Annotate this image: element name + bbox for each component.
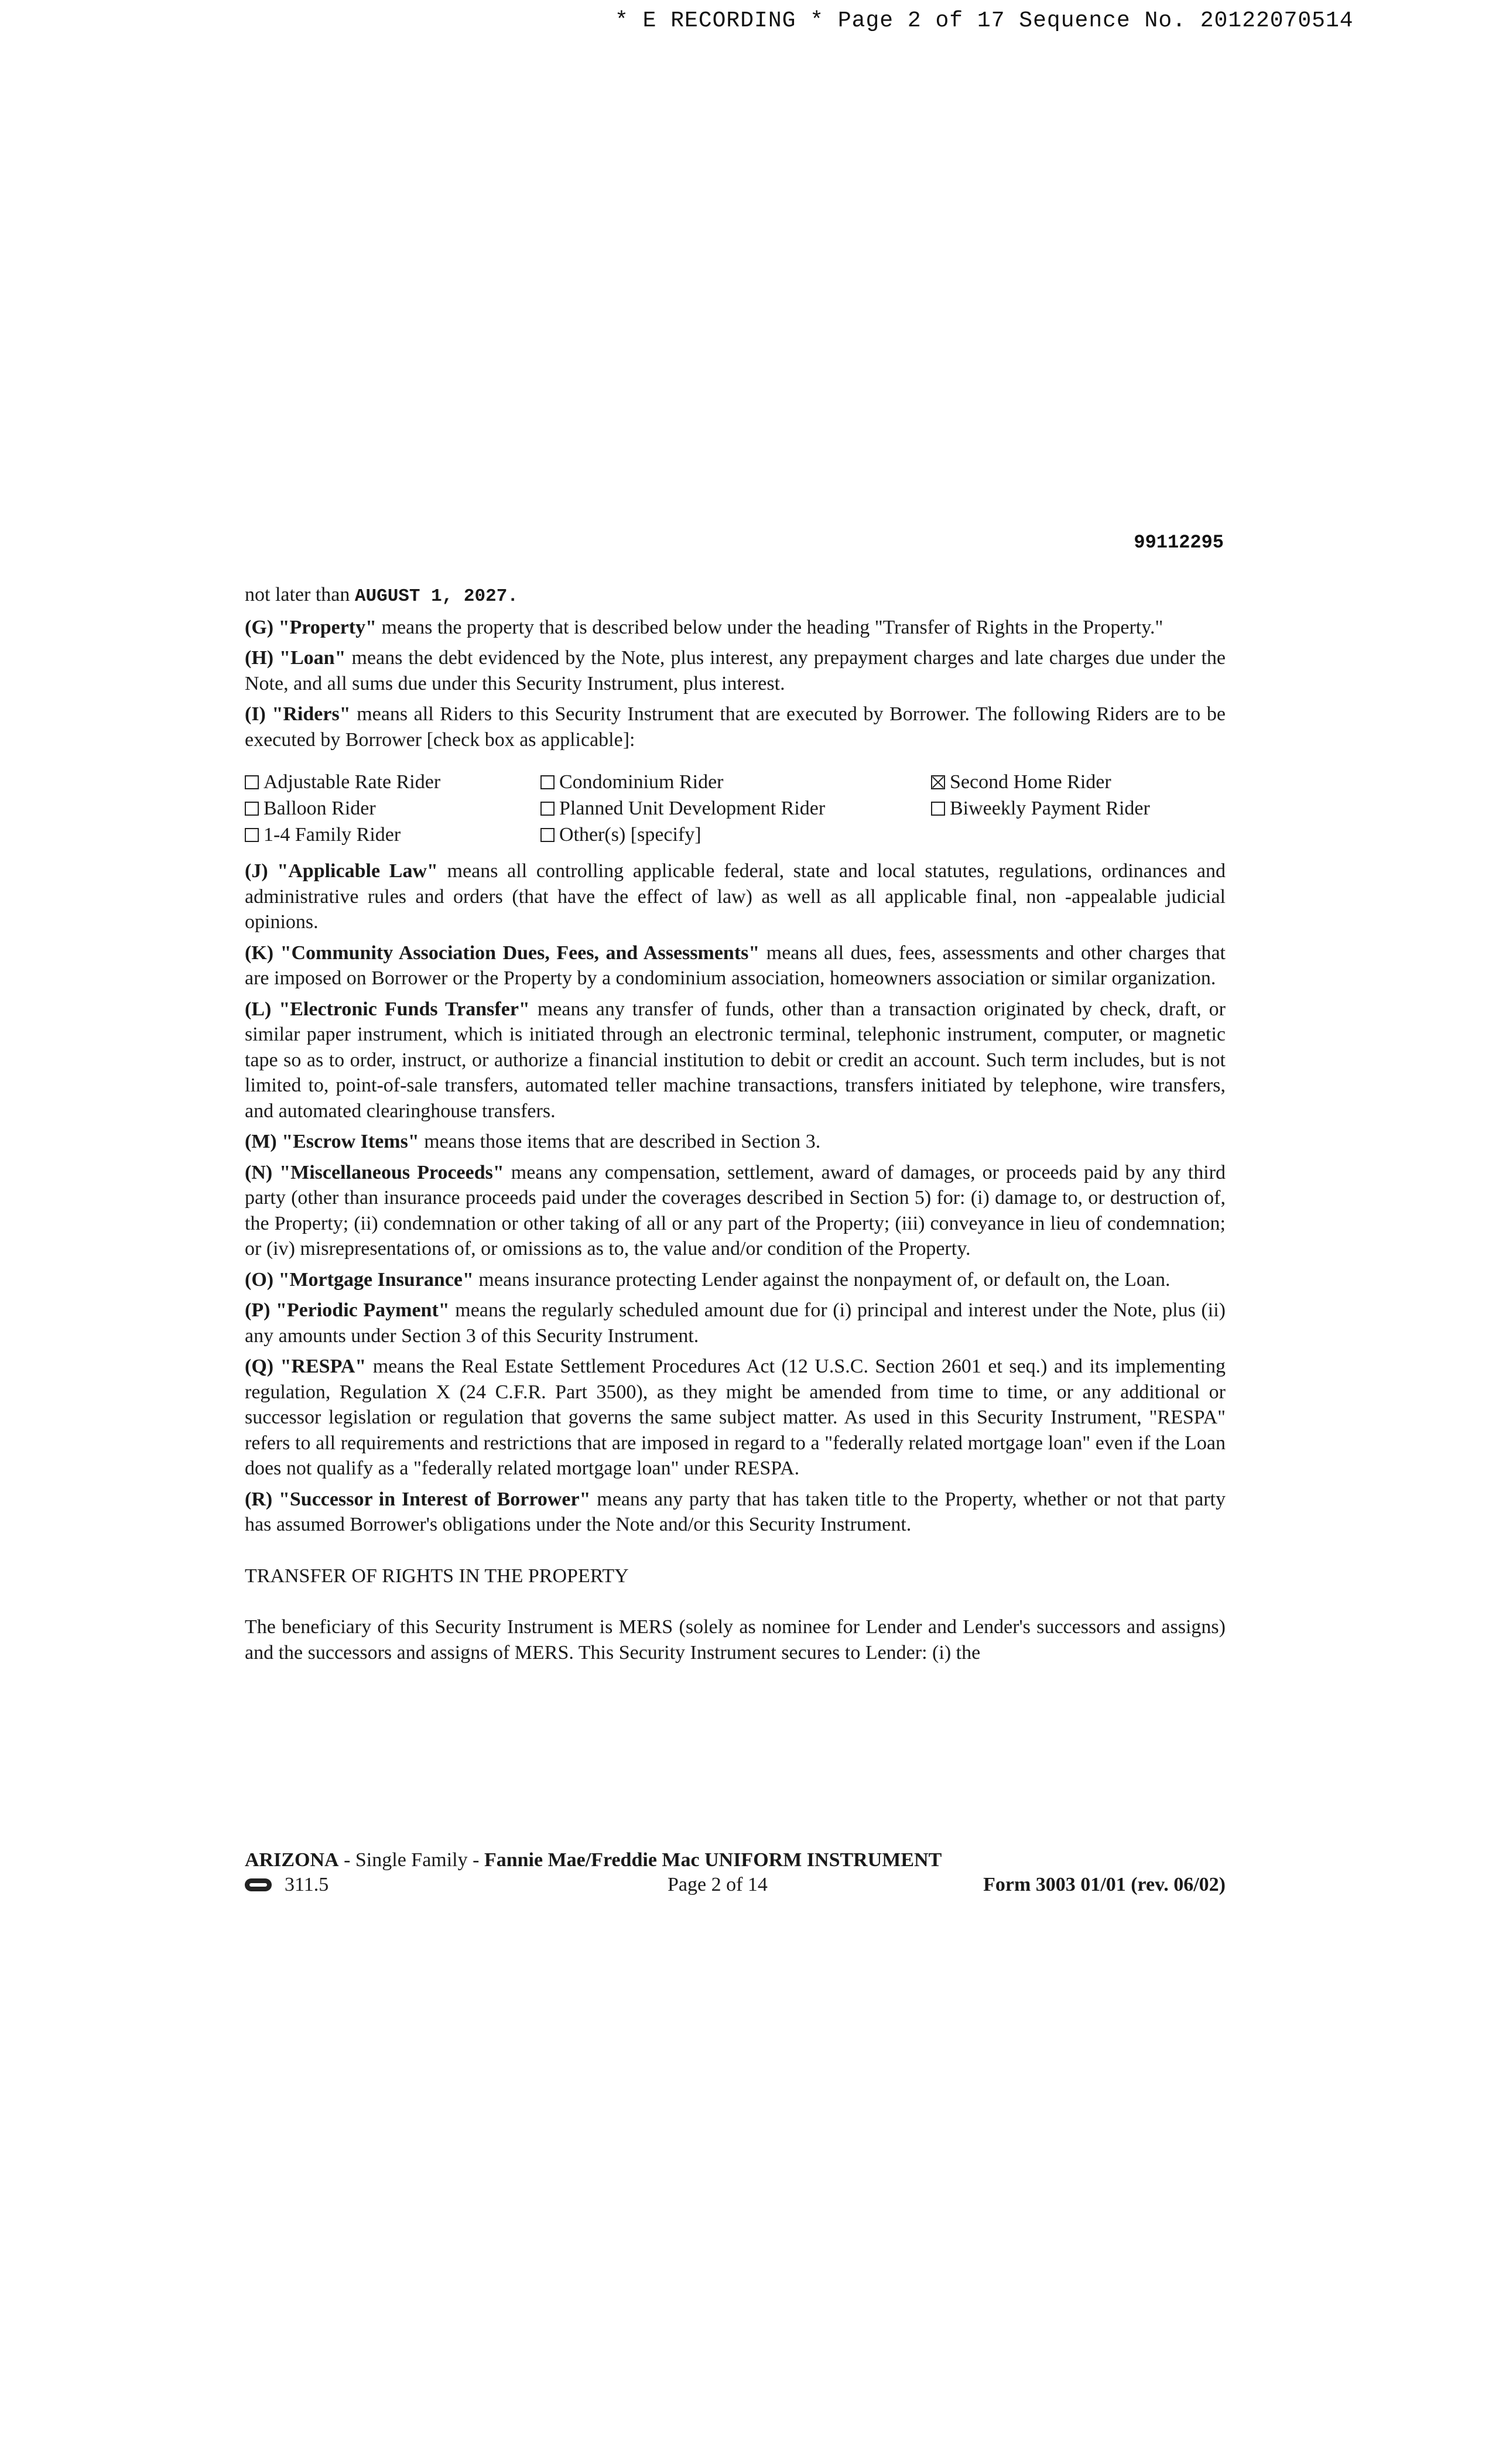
rider-balloon [245,795,540,822]
rider-second-home [931,769,1224,795]
definition-label: (G) "Property" [245,616,377,638]
rider-label: Adjustable Rate Rider [263,771,441,793]
rider-condominium [540,769,931,795]
checkbox-icon [540,802,555,816]
checkbox-icon [245,802,259,816]
definition-label: (I) "Riders" [245,703,351,725]
definition-label: (P) "Periodic Payment" [245,1299,450,1321]
checkbox-icon [540,828,555,842]
rider-label: Biweekly Payment Rider [950,798,1150,819]
definition-j [245,858,1226,935]
footer-line-1 [245,1848,1226,1873]
definition-h [245,645,1226,696]
rider-others [540,822,931,848]
definition-l [245,997,1226,1124]
footer-line-2 [245,1873,1226,1898]
intro-line [245,582,1226,610]
definition-text: means the regularly scheduled amount due for (i) principal and interest under the Note, plus (ii) any amounts under Section 3 of this Security Instrument. [245,1299,1226,1347]
definition-label: (N) "Miscellaneous Proceeds" [245,1161,504,1183]
definition-i [245,701,1226,752]
rider-label: Balloon Rider [263,798,376,819]
definition-label: (L) "Electronic Funds Transfer" [245,998,530,1020]
recording-header: * E RECORDING * Page 2 of 17 Sequence No. 20122070514 [615,8,1354,33]
definition-text: means any transfer of funds, other than a transaction originated by check, draft, or similar paper instrument, which is initiated through an electronic terminal, telephonic instrument, computer, or magnetic tape so as to order, instruct, or authorize a financial institution to debit or credit an account. Such term includes, but is not limited to, point-of-sale transfers, automated teller machine transactions, transfers initiated by telephone, wire transfers, and automated clearinghouse transfers. [245,998,1226,1122]
definition-k [245,940,1226,991]
definition-text: means any party that has taken title to the Property, whether or not that party has assumed Borrower's obligations under the Note and/or this Security Instrument. [245,1488,1226,1535]
definition-label: (M) "Escrow Items" [245,1131,419,1152]
definition-q [245,1354,1226,1481]
definition-text: means any compensation, settlement, award of damages, or proceeds paid by any third party (other than insurance proceeds paid under the coverages described in Section 5) for: (i) damage to, or destruction of, the Property; (ii) condemnation or other taking of all or any part of the Property; (iii) conveyance in lieu of condemnation; or (iv) misrepresentations of, or omissions as to, the value and/or condition of the Property. [245,1161,1226,1260]
form-number: Form 3003 01/01 (rev. 06/02) [983,1874,1226,1895]
loan-number: 99112295 [1134,532,1224,553]
checkbox-icon [245,775,259,789]
rider-pud [540,795,931,822]
transfer-paragraph: The beneficiary of this Security Instrument is MERS (solely as nominee for Lender and Lender's successors and assigns) and the successors and assigns of MERS. This Security Instrument secures to Lender: (i) the [245,1616,1226,1664]
definition-label: (R) "Successor in Interest of Borrower" [245,1488,591,1510]
definition-text: means all controlling applicable federal, state and local statutes, regulations, ordinances and administrative rules and orders (that have the effect of law) as well as all applicable final, non -appealable judicial opinions. [245,860,1226,933]
definition-label: (J) "Applicable Law" [245,860,438,882]
document-body [245,582,1226,1671]
rider-label: Planned Unit Development Rider [559,798,826,819]
rider-biweekly-payment [931,795,1224,822]
definition-p [245,1298,1226,1349]
checkbox-icon [931,802,945,816]
definition-label: (K) "Community Association Dues, Fees, and Assessments" [245,942,760,964]
definition-m [245,1129,1226,1155]
rider-label: Condominium Rider [559,771,724,793]
definition-text: means insurance protecting Lender against the nonpayment of, or default on, the Loan. [473,1268,1171,1291]
riders-checklist [245,769,1226,848]
definition-g [245,615,1226,641]
checkbox-checked-icon [931,775,945,789]
page-indicator: Page 2 of 14 [668,1874,768,1895]
rider-label: 1-4 Family Rider [263,824,401,846]
checkbox-icon [245,828,259,842]
definition-label: (O) "Mortgage Insurance" [245,1268,474,1291]
definition-text: means the Real Estate Settlement Procedures Act (12 U.S.C. Section 2601 et seq.) and its implementing regulation, Regulation X (24 C.F.R. Part 3500), as they might be amended from time to time, or any additional or successor legislation or regulation that governs the same subject matter. As used in this Security Instrument, "RESPA" refers to all requirements and restrictions that are imposed in regard to a "federally related mortgage loan" even if the Loan does not qualify as a "federally related mortgage loan" under RESPA. [245,1356,1226,1479]
definition-text: means the debt evidenced by the Note, plus interest, any prepayment charges and late charges due under the Note, and all sums due under this Security Instrument, plus interest. [245,647,1226,694]
footer-instrument: Fannie Mae/Freddie Mac UNIFORM INSTRUMENT [484,1849,942,1871]
definition-label: (H) "Loan" [245,647,346,669]
form-footer [245,1848,1226,1898]
section-heading-transfer: TRANSFER OF RIGHTS IN THE PROPERTY [245,1565,629,1587]
intro-prefix: not later than [245,584,355,605]
rider-adjustable-rate [245,769,540,795]
rider-label: Second Home Rider [950,771,1111,793]
definition-text: means those items that are described in Section 3. [419,1131,821,1152]
footer-state: ARIZONA [245,1849,339,1871]
definition-text: means all Riders to this Security Instrument that are executed by Borrower. The following Riders are to be executed by Borrower [check box as applicable]: [245,703,1226,751]
definition-n [245,1160,1226,1262]
maturity-date: AUGUST 1, 2027. [354,586,518,607]
definition-o [245,1267,1226,1293]
definition-text: means all dues, fees, assessments and other charges that are imposed on Borrower or the Property by a condominium association, homeowners association or similar organization. [245,942,1226,989]
footer-form-code [245,1873,328,1897]
form-code-text: 311.5 [285,1874,329,1895]
vmp-logo-icon [245,1878,272,1891]
rider-label: Other(s) [specify] [559,824,701,846]
checkbox-icon [540,775,555,789]
definition-r [245,1487,1226,1538]
footer-subtitle: - Single Family - [338,1849,484,1871]
rider-1-4-family [245,822,540,848]
definition-label: (Q) "RESPA" [245,1356,367,1377]
definition-text: means the property that is described below under the heading "Transfer of Rights in the Property." [377,616,1163,638]
